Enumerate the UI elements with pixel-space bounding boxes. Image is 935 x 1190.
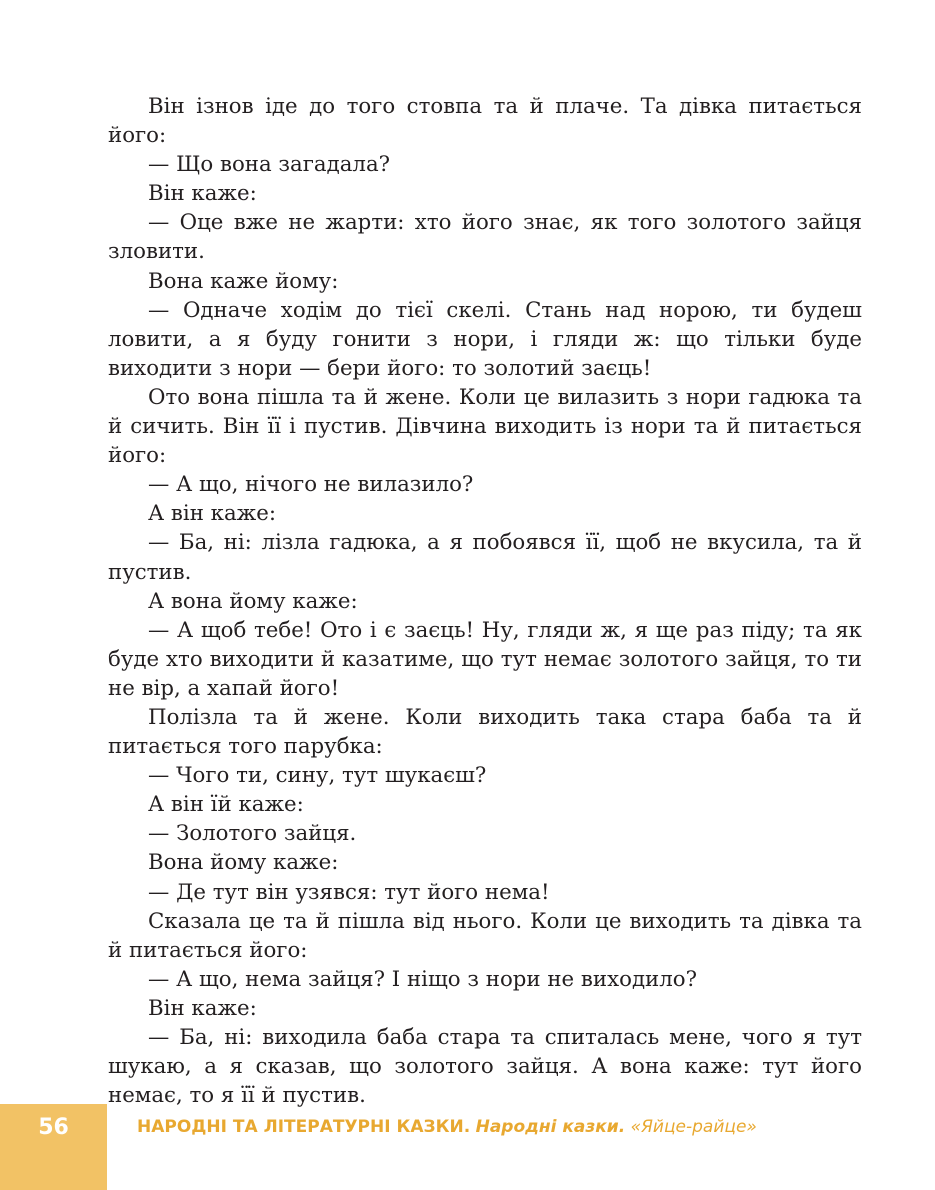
- paragraph: А він каже:: [148, 501, 277, 527]
- paragraph: — Одначе ходім до тієї скелі. Стань над норою, ти будеш ловити, а я буду гонити з нори, і гляди ж: що тільки буде виходити з нори — бери його: то золотий заєць!: [108, 297, 862, 381]
- paragraph: — Чого ти, сину, тут шукаєш?: [148, 763, 487, 789]
- paragraph: — Що вона загадала?: [148, 152, 391, 178]
- paragraph: — А щоб тебе! Ото і є заєць! Ну, гляди ж, я ще раз піду; та як буде хто виходити й казатиме, що тут немає золотого зайця, то ти не вір, а хапай його!: [108, 617, 862, 701]
- body-text: [108, 92, 862, 1110]
- paragraph: — Золотого зайця.: [148, 821, 357, 847]
- paragraph: Сказала це та й пішла від нього. Коли це виходить та дівка та й питається його:: [108, 908, 862, 963]
- running-head-title: «Яйце-райце»: [630, 1117, 757, 1137]
- paragraph: Він каже:: [148, 181, 257, 207]
- paragraph: — Ба, ні: виходила баба стара та спиталась мене, чого я тут шукаю, а я сказав, що золотого зайця. А вона каже: тут його немає, то я її й пустив.: [108, 1025, 862, 1109]
- paragraph: — Оце вже не жарти: хто його знає, як того золотого зайця зловити.: [108, 210, 862, 265]
- running-head: [137, 1117, 757, 1137]
- paragraph: Вона каже йому:: [148, 268, 339, 294]
- paragraph: Він каже:: [148, 995, 257, 1021]
- paragraph: А він їй каже:: [148, 792, 304, 818]
- paragraph: Полізла та й жене. Коли виходить така стара баба та й питається того парубка:: [108, 704, 862, 760]
- paragraph: — Ба, ні: лізла гадюка, а я побоявся її, щоб не вкусила, та й пустив.: [108, 530, 862, 585]
- running-head-section: НАРОДНІ ТА ЛІТЕРАТУРНІ КАЗКИ.: [137, 1117, 471, 1137]
- page-number: 56: [38, 1115, 69, 1140]
- paragraph: — Де тут він узявся: тут його нема!: [148, 879, 550, 905]
- paragraph: А вона йому каже:: [148, 588, 358, 614]
- paragraph: Ото вона пішла та й жене. Коли це вилазить з нори гадюка та й сичить. Він її і пустив. Дівчина виходить із нори та й питається його:: [108, 384, 862, 469]
- paragraph: Він ізнов іде до того стовпа та й плаче. Та дівка питається його:: [108, 94, 862, 149]
- paragraph: — А що, нічого не вилазило?: [148, 472, 474, 498]
- paragraph: Вона йому каже:: [148, 850, 339, 876]
- running-head-subsection: Народні казки.: [475, 1117, 626, 1137]
- paragraph: — А що, нема зайця? І ніщо з нори не виходило?: [148, 966, 698, 992]
